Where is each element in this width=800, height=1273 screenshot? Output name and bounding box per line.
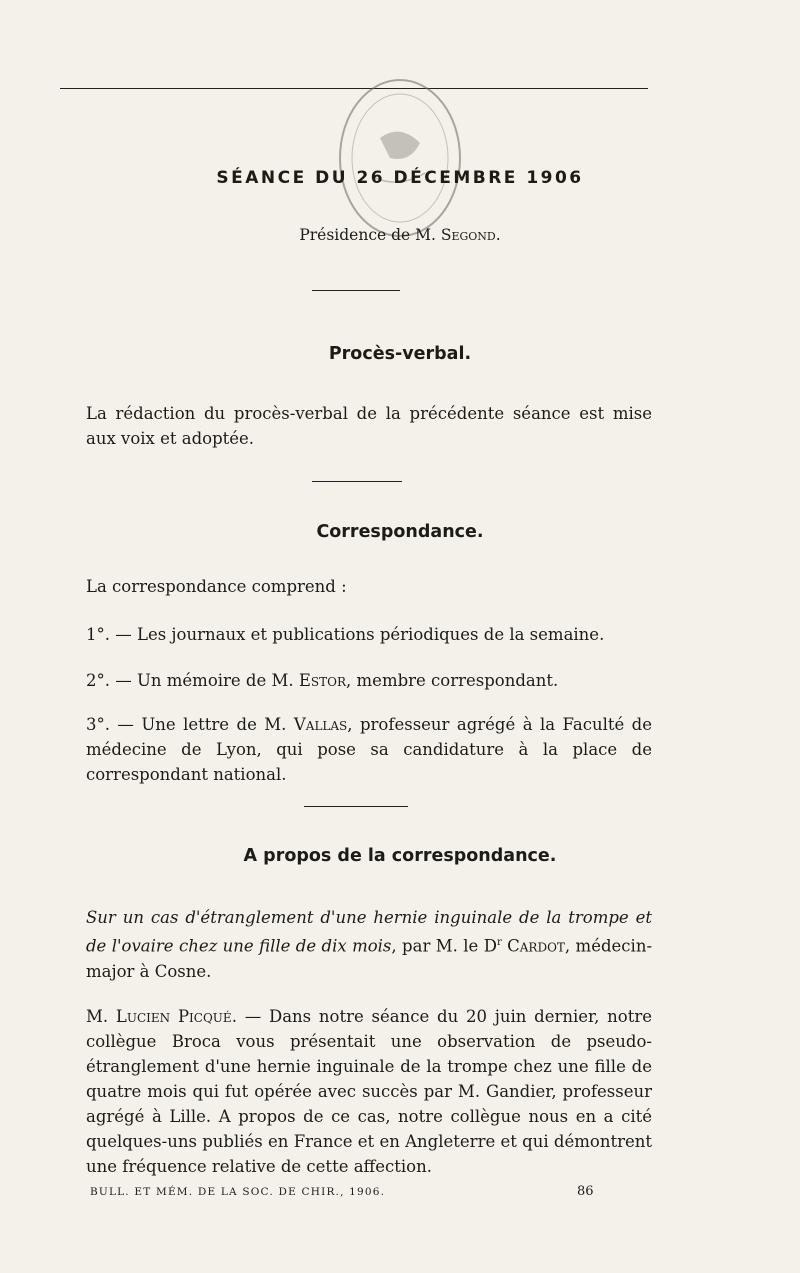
item3-suffix: , professeur agrégé à la Faculté de médecine de Lyon, qui pose sa candidature à la place de correspondant national. [86,715,653,784]
speaker-name: Lucien Picqué [115,1007,232,1026]
separator-rule [304,806,408,807]
item2-name: Estor [298,671,347,690]
session-title: SÉANCE DU 26 DÉCEMBRE 1906 [216,168,584,188]
picque-paragraph [86,1004,652,1179]
item3-prefix: 3°. — Une lettre de M. [86,715,294,734]
subtitle-name: Cardot [507,936,565,956]
correspondance-intro: La correspondance comprend : [86,577,347,596]
correspondance-item-3 [86,712,652,787]
correspondance-item-1: 1°. — Les journaux et publications périodiques de la semaine. [86,625,605,644]
heading-a-propos: A propos de la correspondance. [243,846,557,866]
heading-proces-verbal: Procès-verbal. [328,344,472,364]
presidence-name: Segond [440,226,496,244]
presidence-prefix: Présidence de M. [299,226,441,244]
separator-rule [312,290,400,291]
correspondance-item-2 [86,668,652,693]
presidence-suffix: . [495,226,501,244]
subtitle-end: , médecin-major à Cosne. [86,936,653,981]
library-stamp-icon [330,68,470,248]
speaker-prefix: M. [86,1007,116,1026]
page-number: 86 [577,1184,594,1199]
subtitle-by: , par M. le D [391,936,497,956]
item2-suffix: , membre correspondant. [346,671,559,690]
subtitle-italic: Sur un cas d'étranglement d'une hernie inguinale de la trompe et de l'ovaire chez une fille de dix mois [86,908,652,956]
heading-correspondance: Correspondance. [316,522,484,542]
presidence-line [0,226,800,244]
speaker-text: . — Dans notre séance du 20 juin dernier, notre collègue Broca vous présentait une observation de pseudo-étranglement d'une hernie inguinale de la trompe chez une fille de quatre mois qui fut opérée avec succès par M. Gandier, professeur agrégé à Lille. A propos de ce cas, notre collègue nous en a cité quelques-uns publiés en France et en Angleterre et qui démontrent une fréquence relative de cette affection. [86,1007,652,1176]
separator-rule [312,481,402,482]
footer-citation: BULL. ET MÉM. DE LA SOC. DE CHIR., 1906. [90,1186,386,1198]
item2-prefix: 2°. — Un mémoire de M. [86,671,299,690]
item3-name: Vallas [293,715,348,734]
a-propos-subtitle [86,905,652,984]
subtitle-sup: r [496,937,502,948]
proces-verbal-text: La rédaction du procès-verbal de la précédente séance est mise aux voix et adoptée. [86,404,652,448]
